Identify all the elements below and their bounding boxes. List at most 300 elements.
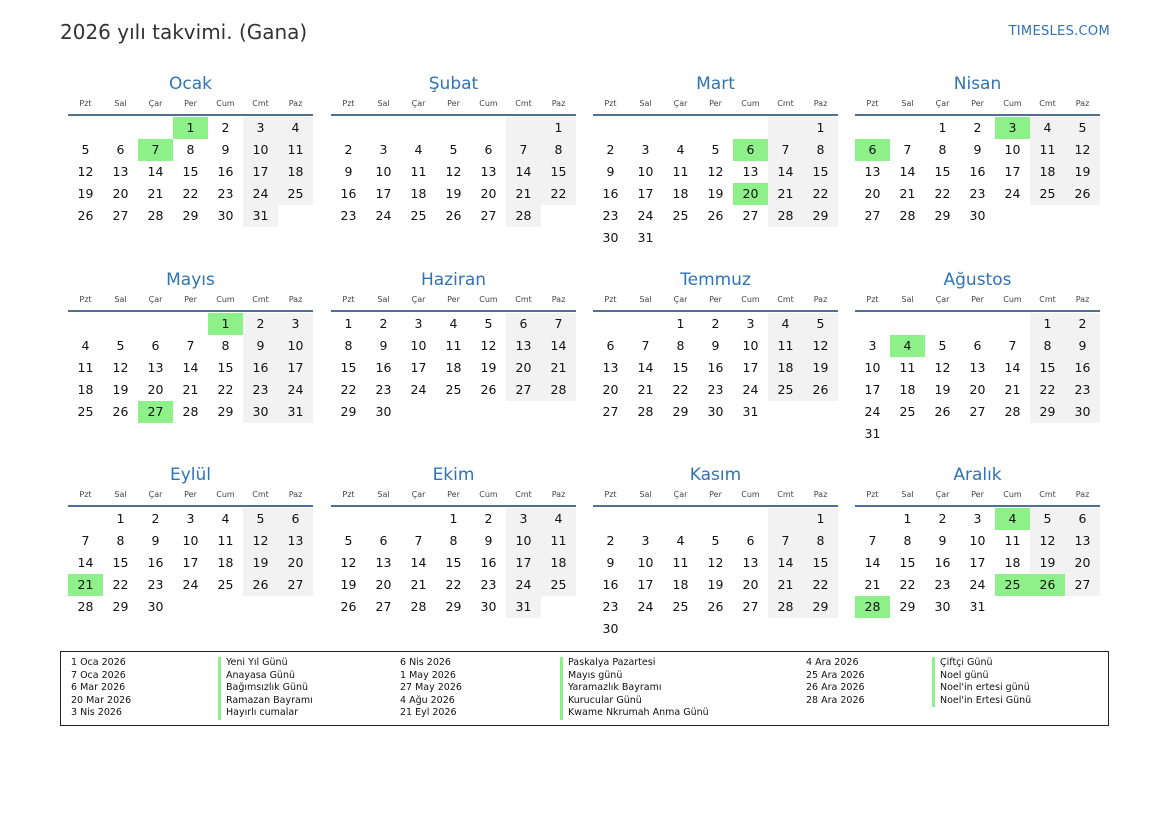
day-cell[interactable]: 28 [541, 379, 576, 401]
day-cell[interactable]: 6 [746, 533, 755, 548]
day-cell[interactable]: 14 [768, 552, 803, 574]
day-cell[interactable]: 23 [375, 382, 392, 397]
day-cell[interactable]: 20 [742, 577, 759, 592]
day-cell[interactable]: 28 [410, 599, 427, 614]
day-cell[interactable]: 5 [803, 313, 838, 335]
day-cell[interactable]: 18 [672, 577, 689, 592]
day-cell[interactable]: 29 [803, 205, 838, 227]
day-cell[interactable]: 20 [278, 552, 313, 574]
day-cell[interactable]: 27 [375, 599, 392, 614]
day-cell[interactable]: 6 [1065, 508, 1100, 530]
day-cell[interactable]: 12 [243, 530, 278, 552]
day-cell[interactable]: 17 [969, 555, 986, 570]
day-cell[interactable]: 21 [182, 382, 199, 397]
day-cell[interactable]: 29 [934, 208, 951, 223]
day-cell[interactable]: 26 [340, 599, 357, 614]
day-cell[interactable]: 14 [182, 360, 199, 375]
day-cell[interactable]: 27 [506, 379, 541, 401]
day-cell[interactable]: 29 [182, 208, 199, 223]
day-cell[interactable]: 13 [278, 530, 313, 552]
day-cell[interactable]: 8 [221, 338, 230, 353]
day-cell[interactable]: 29 [340, 404, 357, 419]
day-cell[interactable]: 31 [243, 205, 278, 227]
day-cell[interactable]: 15 [1030, 357, 1065, 379]
day-cell[interactable]: 26 [445, 208, 462, 223]
day-cell[interactable]: 4 [278, 117, 313, 139]
day-cell[interactable]: 7 [641, 338, 650, 353]
day-cell[interactable]: 2 [938, 511, 947, 526]
day-cell[interactable]: 8 [449, 533, 458, 548]
day-cell[interactable]: 22 [112, 577, 129, 592]
day-cell[interactable]: 30 [934, 599, 951, 614]
day-cell[interactable]: 24 [1004, 186, 1021, 201]
day-cell[interactable]: 30 [602, 621, 619, 636]
day-cell[interactable]: 11 [278, 139, 313, 161]
day-cell[interactable]: 9 [243, 335, 278, 357]
day-cell[interactable]: 10 [637, 555, 654, 570]
day-cell[interactable]: 30 [707, 404, 724, 419]
day-cell[interactable]: 1 [173, 117, 208, 139]
day-cell[interactable]: 5 [116, 338, 125, 353]
day-cell[interactable]: 7 [903, 142, 912, 157]
day-cell[interactable]: 18 [672, 186, 689, 201]
day-cell[interactable]: 18 [445, 360, 462, 375]
day-cell[interactable]: 13 [742, 555, 759, 570]
day-cell[interactable]: 22 [899, 577, 916, 592]
day-cell[interactable]: 26 [1030, 574, 1065, 596]
day-cell[interactable]: 30 [243, 401, 278, 423]
day-cell[interactable]: 14 [864, 555, 881, 570]
day-cell[interactable]: 29 [445, 599, 462, 614]
day-cell[interactable]: 27 [864, 208, 881, 223]
day-cell[interactable]: 1 [541, 117, 576, 139]
day-cell[interactable]: 2 [1065, 313, 1100, 335]
day-cell[interactable]: 3 [746, 316, 755, 331]
day-cell[interactable]: 22 [541, 183, 576, 205]
day-cell[interactable]: 15 [541, 161, 576, 183]
day-cell[interactable]: 25 [672, 599, 689, 614]
day-cell[interactable]: 12 [1030, 530, 1065, 552]
day-cell[interactable]: 24 [637, 599, 654, 614]
day-cell[interactable]: 11 [445, 338, 462, 353]
day-cell[interactable]: 30 [602, 230, 619, 245]
day-cell[interactable]: 17 [243, 161, 278, 183]
day-cell[interactable]: 6 [116, 142, 125, 157]
day-cell[interactable]: 16 [147, 555, 164, 570]
day-cell[interactable]: 24 [864, 404, 881, 419]
day-cell[interactable]: 25 [995, 574, 1030, 596]
day-cell[interactable]: 1 [116, 511, 125, 526]
day-cell[interactable]: 5 [711, 142, 720, 157]
day-cell[interactable]: 27 [278, 574, 313, 596]
day-cell[interactable]: 1 [449, 511, 458, 526]
day-cell[interactable]: 20 [147, 382, 164, 397]
day-cell[interactable]: 22 [445, 577, 462, 592]
day-cell[interactable]: 31 [969, 599, 986, 614]
day-cell[interactable]: 8 [676, 338, 685, 353]
day-cell[interactable]: 22 [803, 574, 838, 596]
day-cell[interactable]: 4 [449, 316, 458, 331]
day-cell[interactable]: 15 [340, 360, 357, 375]
day-cell[interactable]: 5 [1030, 508, 1065, 530]
day-cell[interactable]: 28 [182, 404, 199, 419]
day-cell[interactable]: 1 [1030, 313, 1065, 335]
day-cell[interactable]: 18 [768, 357, 803, 379]
day-cell[interactable]: 10 [637, 164, 654, 179]
day-cell[interactable]: 28 [768, 596, 803, 618]
day-cell[interactable]: 8 [1030, 335, 1065, 357]
day-cell[interactable]: 12 [707, 555, 724, 570]
day-cell[interactable]: 12 [934, 360, 951, 375]
day-cell[interactable]: 7 [506, 139, 541, 161]
day-cell[interactable]: 3 [506, 508, 541, 530]
day-cell[interactable]: 22 [934, 186, 951, 201]
day-cell[interactable]: 19 [480, 360, 497, 375]
day-cell[interactable]: 17 [375, 186, 392, 201]
day-cell[interactable]: 2 [484, 511, 493, 526]
day-cell[interactable]: 7 [186, 338, 195, 353]
day-cell[interactable]: 21 [68, 574, 103, 596]
day-cell[interactable]: 2 [379, 316, 388, 331]
day-cell[interactable]: 25 [410, 208, 427, 223]
day-cell[interactable]: 24 [742, 382, 759, 397]
day-cell[interactable]: 16 [340, 186, 357, 201]
day-cell[interactable]: 11 [899, 360, 916, 375]
day-cell[interactable]: 2 [221, 120, 230, 135]
day-cell[interactable]: 30 [1065, 401, 1100, 423]
day-cell[interactable]: 23 [217, 186, 234, 201]
day-cell[interactable]: 6 [855, 139, 890, 161]
day-cell[interactable]: 3 [278, 313, 313, 335]
day-cell[interactable]: 9 [484, 533, 493, 548]
day-cell[interactable]: 6 [484, 142, 493, 157]
day-cell[interactable]: 9 [711, 338, 720, 353]
day-cell[interactable]: 14 [506, 161, 541, 183]
day-cell[interactable]: 28 [855, 596, 890, 618]
day-cell[interactable]: 24 [969, 577, 986, 592]
day-cell[interactable]: 19 [340, 577, 357, 592]
day-cell[interactable]: 22 [803, 183, 838, 205]
day-cell[interactable]: 21 [637, 382, 654, 397]
day-cell[interactable]: 26 [803, 379, 838, 401]
day-cell[interactable]: 23 [969, 186, 986, 201]
day-cell[interactable]: 21 [768, 183, 803, 205]
day-cell[interactable]: 5 [711, 533, 720, 548]
day-cell[interactable]: 17 [637, 577, 654, 592]
day-cell[interactable]: 18 [541, 552, 576, 574]
day-cell[interactable]: 25 [278, 183, 313, 205]
day-cell[interactable]: 12 [340, 555, 357, 570]
day-cell[interactable]: 28 [147, 208, 164, 223]
day-cell[interactable]: 24 [182, 577, 199, 592]
day-cell[interactable]: 6 [379, 533, 388, 548]
day-cell[interactable]: 15 [112, 555, 129, 570]
day-cell[interactable]: 6 [973, 338, 982, 353]
day-cell[interactable]: 13 [480, 164, 497, 179]
day-cell[interactable]: 11 [410, 164, 427, 179]
day-cell[interactable]: 24 [637, 208, 654, 223]
day-cell[interactable]: 17 [182, 555, 199, 570]
day-cell[interactable]: 14 [899, 164, 916, 179]
day-cell[interactable]: 6 [606, 338, 615, 353]
day-cell[interactable]: 2 [243, 313, 278, 335]
day-cell[interactable]: 2 [344, 142, 353, 157]
day-cell[interactable]: 12 [77, 164, 94, 179]
day-cell[interactable]: 8 [541, 139, 576, 161]
day-cell[interactable]: 16 [480, 555, 497, 570]
day-cell[interactable]: 24 [506, 574, 541, 596]
day-cell[interactable]: 25 [672, 208, 689, 223]
day-cell[interactable]: 20 [506, 357, 541, 379]
day-cell[interactable]: 11 [1030, 139, 1065, 161]
day-cell[interactable]: 23 [707, 382, 724, 397]
day-cell[interactable]: 2 [973, 120, 982, 135]
day-cell[interactable]: 7 [768, 530, 803, 552]
day-cell[interactable]: 3 [641, 533, 650, 548]
day-cell[interactable]: 16 [707, 360, 724, 375]
day-cell[interactable]: 27 [480, 208, 497, 223]
day-cell[interactable]: 19 [1030, 552, 1065, 574]
day-cell[interactable]: 13 [969, 360, 986, 375]
day-cell[interactable]: 9 [973, 142, 982, 157]
day-cell[interactable]: 15 [803, 552, 838, 574]
day-cell[interactable]: 1 [208, 313, 243, 335]
day-cell[interactable]: 3 [243, 117, 278, 139]
day-cell[interactable]: 11 [541, 530, 576, 552]
day-cell[interactable]: 4 [414, 142, 423, 157]
day-cell[interactable]: 21 [410, 577, 427, 592]
day-cell[interactable]: 4 [768, 313, 803, 335]
day-cell[interactable]: 17 [742, 360, 759, 375]
day-cell[interactable]: 26 [112, 404, 129, 419]
day-cell[interactable]: 23 [602, 208, 619, 223]
day-cell[interactable]: 22 [217, 382, 234, 397]
day-cell[interactable]: 21 [506, 183, 541, 205]
day-cell[interactable]: 13 [1065, 530, 1100, 552]
day-cell[interactable]: 1 [938, 120, 947, 135]
day-cell[interactable]: 10 [375, 164, 392, 179]
day-cell[interactable]: 30 [969, 208, 986, 223]
day-cell[interactable]: 20 [1065, 552, 1100, 574]
day-cell[interactable]: 15 [899, 555, 916, 570]
day-cell[interactable]: 7 [414, 533, 423, 548]
day-cell[interactable]: 28 [637, 404, 654, 419]
day-cell[interactable]: 12 [112, 360, 129, 375]
day-cell[interactable]: 25 [541, 574, 576, 596]
day-cell[interactable]: 16 [375, 360, 392, 375]
day-cell[interactable]: 29 [1030, 401, 1065, 423]
day-cell[interactable]: 17 [1004, 164, 1021, 179]
day-cell[interactable]: 5 [243, 508, 278, 530]
day-cell[interactable]: 22 [1030, 379, 1065, 401]
day-cell[interactable]: 21 [768, 574, 803, 596]
day-cell[interactable]: 15 [217, 360, 234, 375]
day-cell[interactable]: 28 [506, 205, 541, 227]
day-cell[interactable]: 5 [1065, 117, 1100, 139]
day-cell[interactable]: 16 [243, 357, 278, 379]
day-cell[interactable]: 19 [77, 186, 94, 201]
day-cell[interactable]: 14 [541, 335, 576, 357]
day-cell[interactable]: 11 [217, 533, 234, 548]
day-cell[interactable]: 12 [480, 338, 497, 353]
day-cell[interactable]: 28 [1004, 404, 1021, 419]
day-cell[interactable]: 18 [899, 382, 916, 397]
day-cell[interactable]: 4 [81, 338, 90, 353]
day-cell[interactable]: 1 [803, 508, 838, 530]
day-cell[interactable]: 22 [340, 382, 357, 397]
day-cell[interactable]: 3 [868, 338, 877, 353]
day-cell[interactable]: 30 [480, 599, 497, 614]
day-cell[interactable]: 13 [375, 555, 392, 570]
day-cell[interactable]: 27 [602, 404, 619, 419]
day-cell[interactable]: 31 [278, 401, 313, 423]
day-cell[interactable]: 11 [672, 164, 689, 179]
day-cell[interactable]: 31 [864, 426, 881, 441]
day-cell[interactable]: 21 [147, 186, 164, 201]
day-cell[interactable]: 27 [742, 599, 759, 614]
day-cell[interactable]: 15 [672, 360, 689, 375]
day-cell[interactable]: 16 [217, 164, 234, 179]
day-cell[interactable]: 16 [969, 164, 986, 179]
day-cell[interactable]: 28 [77, 599, 94, 614]
day-cell[interactable]: 25 [899, 404, 916, 419]
day-cell[interactable]: 8 [938, 142, 947, 157]
day-cell[interactable]: 29 [672, 404, 689, 419]
day-cell[interactable]: 2 [711, 316, 720, 331]
day-cell[interactable]: 4 [676, 533, 685, 548]
day-cell[interactable]: 12 [445, 164, 462, 179]
day-cell[interactable]: 9 [938, 533, 947, 548]
day-cell[interactable]: 1 [676, 316, 685, 331]
day-cell[interactable]: 23 [147, 577, 164, 592]
day-cell[interactable]: 8 [803, 139, 838, 161]
day-cell[interactable]: 20 [864, 186, 881, 201]
day-cell[interactable]: 12 [707, 164, 724, 179]
day-cell[interactable]: 27 [112, 208, 129, 223]
day-cell[interactable]: 17 [278, 357, 313, 379]
day-cell[interactable]: 11 [1004, 533, 1021, 548]
day-cell[interactable]: 14 [1004, 360, 1021, 375]
day-cell[interactable]: 5 [81, 142, 90, 157]
day-cell[interactable]: 18 [217, 555, 234, 570]
day-cell[interactable]: 20 [602, 382, 619, 397]
day-cell[interactable]: 19 [243, 552, 278, 574]
day-cell[interactable]: 30 [217, 208, 234, 223]
day-cell[interactable]: 2 [151, 511, 160, 526]
day-cell[interactable]: 19 [1065, 161, 1100, 183]
day-cell[interactable]: 4 [541, 508, 576, 530]
day-cell[interactable]: 3 [186, 511, 195, 526]
day-cell[interactable]: 29 [112, 599, 129, 614]
day-cell[interactable]: 17 [506, 552, 541, 574]
day-cell[interactable]: 9 [344, 164, 353, 179]
day-cell[interactable]: 17 [410, 360, 427, 375]
day-cell[interactable]: 3 [414, 316, 423, 331]
day-cell[interactable]: 6 [506, 313, 541, 335]
day-cell[interactable]: 10 [864, 360, 881, 375]
day-cell[interactable]: 24 [410, 382, 427, 397]
day-cell[interactable]: 26 [1065, 183, 1100, 205]
day-cell[interactable]: 12 [1065, 139, 1100, 161]
day-cell[interactable]: 19 [707, 577, 724, 592]
day-cell[interactable]: 21 [541, 357, 576, 379]
day-cell[interactable]: 22 [182, 186, 199, 201]
day-cell[interactable]: 14 [768, 161, 803, 183]
day-cell[interactable]: 23 [243, 379, 278, 401]
day-cell[interactable]: 4 [995, 508, 1030, 530]
day-cell[interactable]: 23 [340, 208, 357, 223]
day-cell[interactable]: 2 [606, 142, 615, 157]
day-cell[interactable]: 27 [138, 401, 173, 423]
day-cell[interactable]: 10 [243, 139, 278, 161]
day-cell[interactable]: 15 [934, 164, 951, 179]
day-cell[interactable]: 26 [243, 574, 278, 596]
day-cell[interactable]: 6 [151, 338, 160, 353]
day-cell[interactable]: 19 [707, 186, 724, 201]
day-cell[interactable]: 9 [221, 142, 230, 157]
day-cell[interactable]: 7 [138, 139, 173, 161]
day-cell[interactable]: 7 [81, 533, 90, 548]
day-cell[interactable]: 10 [742, 338, 759, 353]
day-cell[interactable]: 19 [112, 382, 129, 397]
day-cell[interactable]: 16 [602, 577, 619, 592]
day-cell[interactable]: 10 [278, 335, 313, 357]
day-cell[interactable]: 13 [147, 360, 164, 375]
day-cell[interactable]: 5 [449, 142, 458, 157]
day-cell[interactable]: 18 [410, 186, 427, 201]
day-cell[interactable]: 6 [733, 139, 768, 161]
day-cell[interactable]: 13 [506, 335, 541, 357]
day-cell[interactable]: 25 [768, 379, 803, 401]
day-cell[interactable]: 21 [1004, 382, 1021, 397]
day-cell[interactable]: 17 [637, 186, 654, 201]
day-cell[interactable]: 7 [768, 139, 803, 161]
day-cell[interactable]: 9 [151, 533, 160, 548]
day-cell[interactable]: 30 [147, 599, 164, 614]
day-cell[interactable]: 26 [934, 404, 951, 419]
day-cell[interactable]: 1 [903, 511, 912, 526]
day-cell[interactable]: 31 [742, 404, 759, 419]
day-cell[interactable]: 26 [707, 208, 724, 223]
day-cell[interactable]: 13 [742, 164, 759, 179]
day-cell[interactable]: 23 [934, 577, 951, 592]
day-cell[interactable]: 8 [344, 338, 353, 353]
day-cell[interactable]: 2 [606, 533, 615, 548]
day-cell[interactable]: 28 [899, 208, 916, 223]
day-cell[interactable]: 7 [868, 533, 877, 548]
day-cell[interactable]: 10 [969, 533, 986, 548]
day-cell[interactable]: 18 [278, 161, 313, 183]
day-cell[interactable]: 9 [606, 555, 615, 570]
day-cell[interactable]: 25 [1030, 183, 1065, 205]
day-cell[interactable]: 17 [864, 382, 881, 397]
day-cell[interactable]: 9 [379, 338, 388, 353]
day-cell[interactable]: 13 [112, 164, 129, 179]
day-cell[interactable]: 29 [217, 404, 234, 419]
day-cell[interactable]: 15 [803, 161, 838, 183]
day-cell[interactable]: 5 [938, 338, 947, 353]
day-cell[interactable]: 1 [344, 316, 353, 331]
day-cell[interactable]: 3 [995, 117, 1030, 139]
day-cell[interactable]: 20 [480, 186, 497, 201]
day-cell[interactable]: 27 [969, 404, 986, 419]
day-cell[interactable]: 4 [221, 511, 230, 526]
day-cell[interactable]: 22 [672, 382, 689, 397]
day-cell[interactable]: 13 [864, 164, 881, 179]
day-cell[interactable]: 11 [768, 335, 803, 357]
day-cell[interactable]: 9 [606, 164, 615, 179]
day-cell[interactable]: 14 [147, 164, 164, 179]
